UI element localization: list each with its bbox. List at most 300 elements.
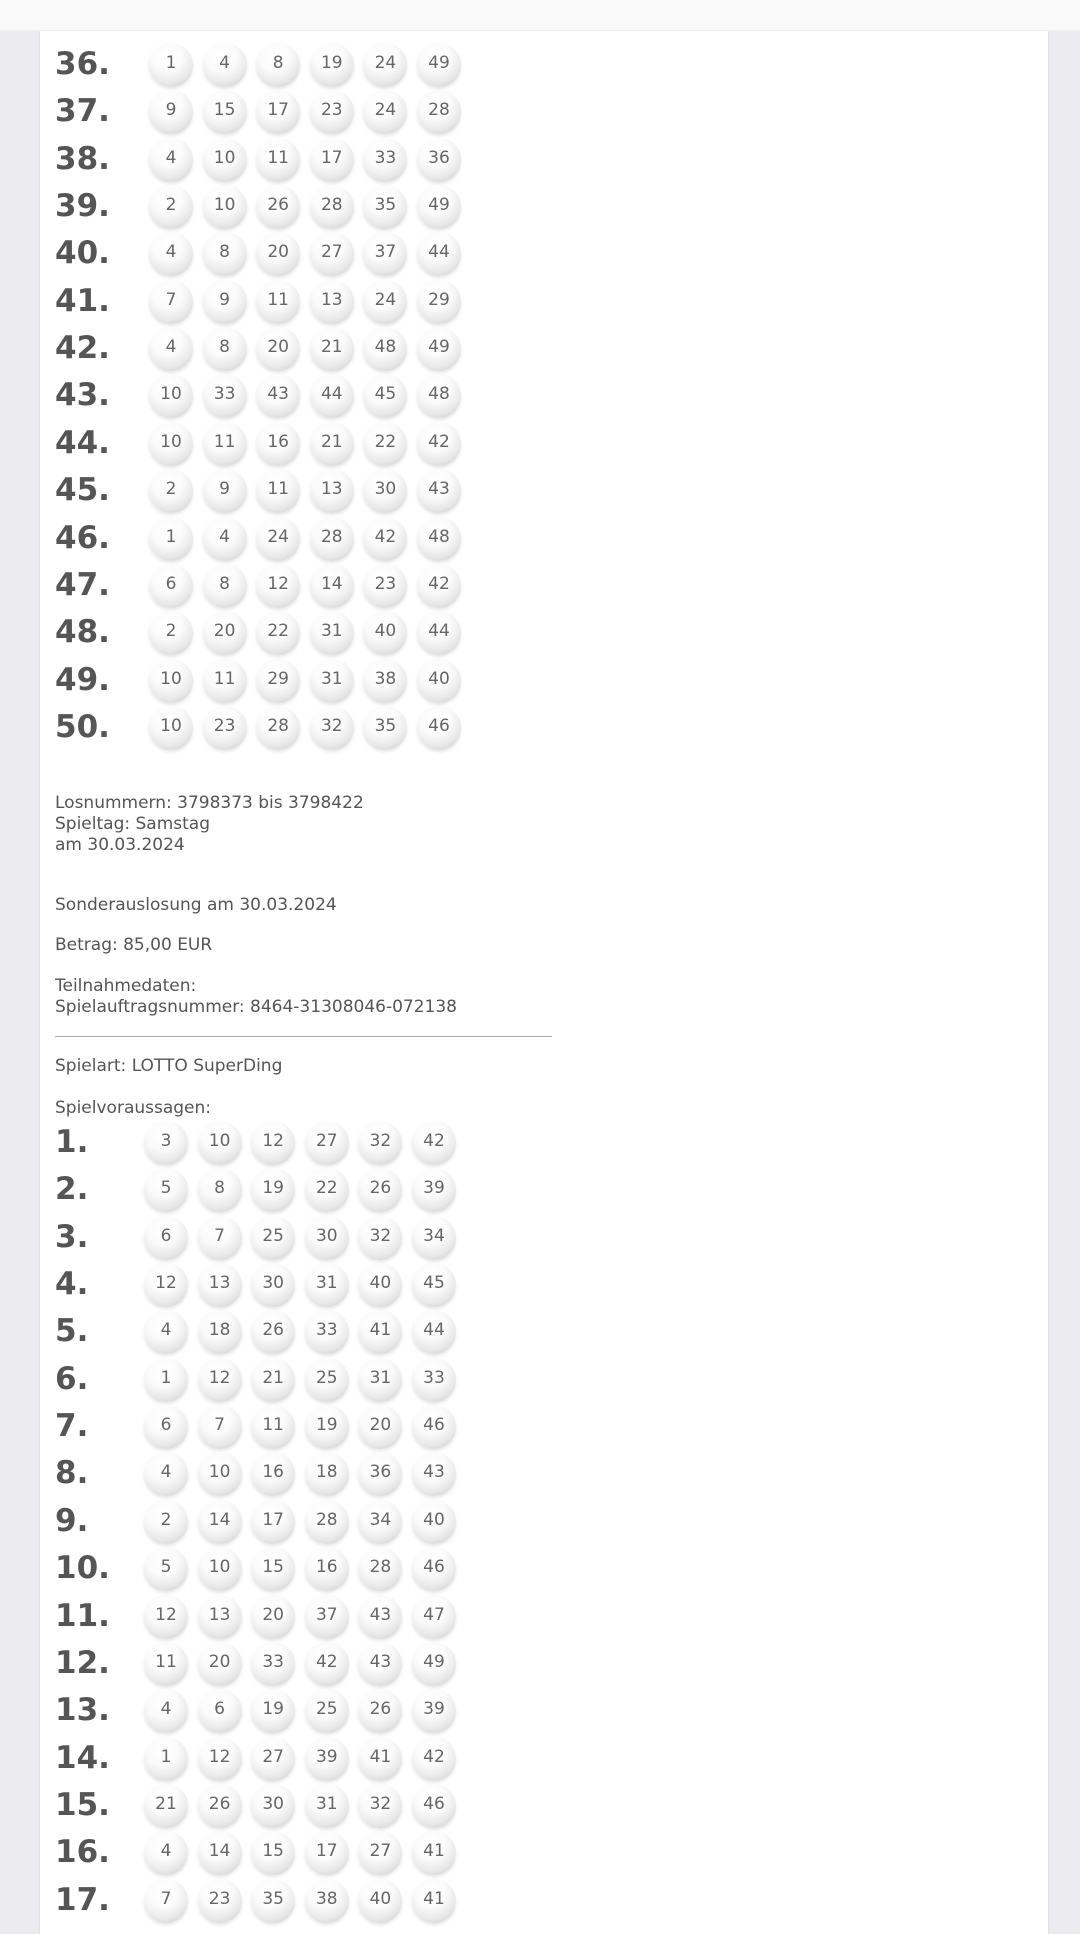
lotto-ball — [310, 90, 354, 134]
lotto-ball — [149, 564, 193, 608]
lotto-ball-number: 4 — [219, 526, 230, 547]
lotto-ball — [310, 706, 354, 750]
lotto-ball-number: 14 — [208, 1509, 231, 1530]
tip-row — [55, 561, 495, 608]
lotto-ball-number: 13 — [320, 479, 343, 500]
lotto-ball-number: 21 — [155, 1793, 177, 1814]
lotto-ball — [358, 1121, 402, 1165]
lotto-ball — [305, 1547, 349, 1591]
lotto-ball-number: 28 — [428, 100, 450, 121]
lotto-ball — [358, 1595, 402, 1639]
lotto-ball — [251, 1642, 295, 1686]
lotto-ball — [358, 1879, 402, 1923]
tip-row-number: 11. — [55, 1597, 110, 1634]
lotto-ball-number: 2 — [160, 1509, 172, 1530]
lotto-ball — [198, 1784, 242, 1828]
tip-row — [55, 1213, 495, 1260]
lotto-ball — [198, 1595, 242, 1639]
tip-row — [55, 1260, 495, 1307]
lotto-ball-number: 19 — [262, 1699, 284, 1720]
tip-row-number: 36. — [55, 46, 110, 82]
lotto-ball-number: 16 — [262, 1462, 284, 1483]
lotto-ball — [198, 1121, 242, 1165]
lotto-ball — [256, 138, 300, 182]
lotto-ball — [363, 469, 407, 513]
lotto-ball-number: 6 — [214, 1699, 225, 1720]
lotto-ball — [144, 1547, 188, 1591]
lotto-ball-number: 28 — [320, 195, 343, 216]
lotto-ball-number: 11 — [213, 431, 236, 452]
tip-row-number: 13. — [55, 1692, 110, 1729]
lotto-ball-number: 41 — [423, 1841, 445, 1862]
lotto-ball-number: 32 — [320, 715, 343, 736]
lotto-ball — [144, 1784, 188, 1828]
lotto-ball-number: 45 — [423, 1273, 445, 1294]
tip-row — [55, 1402, 495, 1449]
lotto-ball-number: 10 — [208, 1557, 231, 1578]
lotto-ball-number: 44 — [423, 1320, 445, 1341]
lotto-ball-number: 26 — [369, 1699, 392, 1720]
tip-row — [55, 419, 495, 466]
lotto-ball — [363, 422, 407, 466]
lotto-ball — [310, 138, 354, 182]
lotto-ball — [144, 1500, 188, 1544]
lotto-ball — [305, 1310, 349, 1354]
lotto-ball — [149, 280, 193, 324]
tip-row-number: 14. — [55, 1739, 110, 1776]
section-divider — [55, 1036, 552, 1037]
tip-row-number: 17. — [55, 1881, 110, 1918]
lotto-ball-number: 9 — [219, 479, 230, 500]
lotto-ball — [144, 1689, 188, 1733]
lotto-ball-number: 26 — [208, 1793, 231, 1814]
lotto-ball — [358, 1216, 402, 1260]
lotto-ball — [256, 280, 300, 324]
lotto-ball — [251, 1358, 295, 1402]
lotto-ball — [305, 1737, 349, 1781]
lotto-ball-number: 39 — [423, 1699, 445, 1720]
lotto-ball-number: 43 — [428, 479, 450, 500]
lotto-ball-number: 48 — [428, 526, 450, 547]
lotto-ball-number: 24 — [374, 100, 397, 121]
lotto-ball — [358, 1263, 402, 1307]
tip-row — [55, 1118, 495, 1165]
lotto-ball — [144, 1595, 188, 1639]
lotto-ball-number: 18 — [315, 1462, 338, 1483]
lotto-ball — [305, 1263, 349, 1307]
tip-row-number: 49. — [55, 661, 110, 698]
lotto-ball — [412, 1547, 456, 1591]
lotto-ball — [256, 706, 300, 750]
lotto-ball-number: 49 — [428, 53, 450, 73]
lotto-ball — [144, 1737, 188, 1781]
lotto-ball — [412, 1216, 456, 1260]
lotto-ball — [198, 1263, 242, 1307]
lotto-ball — [412, 1405, 456, 1449]
tip-row-number: 9. — [55, 1502, 89, 1539]
tip-row-number: 44. — [55, 424, 110, 461]
lotto-ball — [203, 138, 247, 182]
lotto-ball — [417, 90, 461, 134]
lotto-ball-number: 7 — [214, 1415, 225, 1436]
lotto-ball — [144, 1831, 188, 1875]
lotto-ball-number: 31 — [320, 621, 343, 642]
lotto-ball-number: 7 — [160, 1888, 172, 1909]
lotto-ball-number: 2 — [165, 479, 177, 500]
lotto-ball-number: 33 — [315, 1320, 338, 1341]
lotto-ball-number: 28 — [369, 1557, 392, 1578]
lotto-ball-number: 23 — [320, 100, 343, 121]
lotto-ball — [256, 185, 300, 229]
lotto-ball-number: 4 — [165, 147, 177, 168]
tip-row-number: 42. — [55, 330, 110, 367]
lotto-ball-number: 42 — [428, 573, 450, 594]
lotto-ball — [256, 517, 300, 561]
lotto-ball-number: 16 — [315, 1557, 338, 1578]
lotto-ball — [144, 1121, 188, 1165]
lotto-ball — [198, 1310, 242, 1354]
lotto-ball-number: 41 — [369, 1746, 392, 1767]
lotto-ball-number: 27 — [262, 1746, 284, 1767]
lotto-ball — [144, 1405, 188, 1449]
lotto-ball-number: 49 — [423, 1651, 445, 1672]
lotto-ball — [310, 517, 354, 561]
lotto-ball — [358, 1452, 402, 1496]
tip-row-number: 16. — [55, 1834, 110, 1871]
tip-row-number: 12. — [55, 1644, 110, 1681]
lotto-ball-number: 23 — [208, 1888, 231, 1909]
lotto-ball — [412, 1642, 456, 1686]
lotto-ball — [358, 1168, 402, 1212]
lotto-ball — [144, 1216, 188, 1260]
lotto-ball-number: 42 — [423, 1131, 445, 1151]
lotto-ball — [251, 1168, 295, 1212]
tip-row-number: 15. — [55, 1786, 110, 1823]
lotto-ball-number: 35 — [374, 195, 397, 216]
lotto-ball-number: 17 — [262, 1509, 284, 1530]
lotto-ball — [417, 611, 461, 655]
lotto-ball-number: 21 — [262, 1367, 284, 1388]
lotto-ball-number: 20 — [213, 621, 236, 642]
lotto-ball — [358, 1547, 402, 1591]
lotto-ball-number: 31 — [315, 1273, 338, 1294]
tip-row — [55, 1781, 495, 1828]
lotto-ball-number: 10 — [213, 147, 236, 168]
lotto-ball — [358, 1831, 402, 1875]
lotto-ball — [412, 1737, 456, 1781]
lotto-ball-number: 43 — [369, 1604, 392, 1625]
lotto-ball — [149, 138, 193, 182]
lotto-ball-number: 24 — [374, 289, 397, 310]
lotto-ball — [149, 327, 193, 371]
lotto-ball-number: 1 — [165, 53, 177, 73]
lotto-ball — [198, 1689, 242, 1733]
tip-row — [55, 466, 495, 513]
lotto-ball-number: 17 — [320, 147, 343, 168]
lotto-ball-number: 10 — [213, 195, 236, 216]
lotto-ball-number: 32 — [369, 1131, 392, 1151]
lotto-ball — [203, 611, 247, 655]
lotto-ball — [203, 374, 247, 418]
lotto-ball — [305, 1168, 349, 1212]
lotto-ball — [144, 1168, 188, 1212]
lotto-ball-number: 34 — [423, 1225, 445, 1246]
lotto-ball-number: 6 — [165, 573, 177, 594]
lotto-ball-number: 8 — [219, 573, 230, 594]
lotto-ball — [149, 232, 193, 276]
lotto-ball-number: 36 — [428, 147, 450, 168]
lotto-ball — [417, 43, 461, 87]
lotto-ball — [358, 1784, 402, 1828]
lotto-ball-number: 33 — [213, 384, 236, 405]
lotto-ball-number: 20 — [267, 337, 289, 358]
lotto-ball — [251, 1879, 295, 1923]
tip-row-number: 47. — [55, 566, 110, 603]
tip-row — [55, 1307, 495, 1354]
lotto-ball — [144, 1879, 188, 1923]
lotto-ball — [358, 1642, 402, 1686]
lotto-ball — [256, 659, 300, 703]
lotto-ball — [198, 1216, 242, 1260]
lotto-ball-number: 4 — [219, 53, 230, 73]
lotto-ball-number: 34 — [369, 1509, 392, 1530]
lotto-ball-number: 17 — [267, 100, 289, 121]
lotto-ball — [310, 232, 354, 276]
lotto-ball-number: 26 — [369, 1178, 392, 1199]
lotto-ball-number: 44 — [428, 621, 450, 642]
lotto-ball-number: 12 — [208, 1746, 231, 1767]
tip-row-number: 10. — [55, 1550, 110, 1587]
tip-row — [55, 1876, 495, 1923]
lotto-ball — [198, 1358, 242, 1402]
lotto-ball-number: 20 — [262, 1604, 284, 1625]
lotto-ball-number: 47 — [423, 1604, 445, 1625]
tip-row — [55, 656, 495, 703]
lotto-ball — [256, 43, 300, 87]
lotto-ball-number: 13 — [208, 1273, 231, 1294]
lotto-ball-number: 8 — [272, 53, 284, 73]
lotto-ball — [363, 517, 407, 561]
lotto-ball — [305, 1784, 349, 1828]
lotto-ball-number: 11 — [267, 289, 289, 310]
tip-row-number: 39. — [55, 188, 110, 225]
lotto-ball — [417, 138, 461, 182]
lotto-ball-number: 26 — [267, 195, 289, 216]
tip-row — [55, 371, 495, 418]
lotto-ball — [412, 1452, 456, 1496]
lotto-ball-number: 2 — [165, 195, 177, 216]
lotto-ball — [412, 1310, 456, 1354]
lotto-ball-number: 31 — [315, 1793, 338, 1814]
lotto-ball-number: 2 — [165, 621, 177, 642]
lotto-ball-number: 27 — [320, 242, 343, 263]
lotto-ball — [251, 1689, 295, 1733]
lotto-ball — [251, 1263, 295, 1307]
lotto-ball — [251, 1121, 295, 1165]
lotto-ball — [198, 1452, 242, 1496]
lotto-ball — [203, 43, 247, 87]
lotto-ball-number: 23 — [213, 715, 236, 736]
lotto-ball-number: 37 — [315, 1604, 338, 1625]
tip-row — [55, 229, 495, 276]
lotto-ball — [363, 374, 407, 418]
tip-row-number: 1. — [55, 1124, 89, 1160]
lotto-ball — [417, 469, 461, 513]
lotto-ball — [198, 1405, 242, 1449]
lotto-ball — [305, 1452, 349, 1496]
lotto-ball-number: 8 — [214, 1178, 225, 1199]
lotto-ball-number: 5 — [160, 1557, 172, 1578]
lotto-ball — [358, 1500, 402, 1544]
lotto-ball-number: 10 — [160, 384, 182, 405]
lotto-ball-number: 35 — [262, 1888, 284, 1909]
lotto-ball — [358, 1358, 402, 1402]
lotto-ball-number: 38 — [315, 1888, 338, 1909]
tip-row — [55, 1544, 495, 1591]
lotto-ball — [149, 374, 193, 418]
lotto-ball — [203, 327, 247, 371]
lotto-ball-number: 10 — [160, 715, 182, 736]
lotto-ball — [198, 1642, 242, 1686]
lotto-ball — [144, 1310, 188, 1354]
lotto-ball-number: 46 — [423, 1793, 445, 1814]
lotto-ball-number: 13 — [320, 289, 343, 310]
lotto-ball — [363, 138, 407, 182]
lotto-ball — [305, 1879, 349, 1923]
lotto-ball-number: 39 — [315, 1746, 338, 1767]
lotto-ball — [417, 659, 461, 703]
lotto-ball-number: 42 — [315, 1651, 338, 1672]
lotto-ball — [144, 1263, 188, 1307]
tip-row-number: 37. — [55, 93, 110, 130]
tip-row-number: 38. — [55, 140, 110, 177]
lotto-ball — [256, 469, 300, 513]
lotto-ball — [251, 1831, 295, 1875]
lotto-ball-number: 24 — [267, 526, 289, 547]
lotto-ball — [144, 1358, 188, 1402]
lotto-ball-number: 7 — [165, 289, 177, 310]
lotto-ball — [417, 232, 461, 276]
lotto-ball — [149, 659, 193, 703]
lotto-ball-number: 20 — [267, 242, 289, 263]
lotto-ball-number: 25 — [315, 1699, 338, 1720]
lotto-ball — [412, 1263, 456, 1307]
lotto-ball — [310, 280, 354, 324]
lotto-ball-number: 42 — [374, 526, 397, 547]
lotto-ball-number: 4 — [160, 1699, 172, 1720]
tip-row-number: 4. — [55, 1266, 89, 1303]
tip-row — [55, 87, 495, 134]
lotto-ball — [149, 517, 193, 561]
lotto-ball — [417, 517, 461, 561]
lotto-ball-number: 31 — [369, 1367, 392, 1388]
lotto-ball-number: 46 — [423, 1557, 445, 1578]
losnummern-text: Losnummern: 3798373 bis 3798422 — [55, 793, 364, 813]
lotto-ball — [412, 1689, 456, 1733]
lotto-ball-number: 33 — [374, 147, 397, 168]
lotto-ball — [417, 374, 461, 418]
lotto-ball-number: 23 — [374, 573, 397, 594]
lotto-ball-number: 28 — [320, 526, 343, 547]
tip-row-number: 5. — [55, 1313, 89, 1350]
lotto-ball-number: 31 — [320, 668, 343, 689]
lotto-ball-number: 42 — [423, 1746, 445, 1767]
lotto-ball — [203, 564, 247, 608]
lotto-ball — [363, 706, 407, 750]
tip-row-number: 2. — [55, 1171, 89, 1208]
betrag-text: Betrag: 85,00 EUR — [55, 935, 213, 955]
lotto-ball-number: 27 — [315, 1131, 338, 1151]
lotto-ball-number: 46 — [428, 715, 450, 736]
lotto-ball — [251, 1547, 295, 1591]
lotto-ball-number: 17 — [315, 1841, 338, 1862]
lotto-ball — [305, 1642, 349, 1686]
tip-row-number: 6. — [55, 1360, 89, 1397]
lotto-ball-number: 18 — [208, 1320, 231, 1341]
lotto-ball — [203, 185, 247, 229]
spieltag-text: Spieltag: Samstag — [55, 814, 210, 834]
lotto-ball-number: 37 — [374, 242, 397, 263]
lotto-ball-number: 12 — [208, 1367, 231, 1388]
lotto-ball-number: 43 — [423, 1462, 445, 1483]
lotto-ball — [256, 232, 300, 276]
lotto-ball-number: 10 — [208, 1131, 231, 1151]
lotto-ball-number: 16 — [267, 431, 289, 452]
lotto-ball-number: 12 — [262, 1131, 284, 1151]
lotto-ball-number: 41 — [423, 1888, 445, 1909]
lotto-ball-number: 41 — [369, 1320, 392, 1341]
tip-row-number: 46. — [55, 519, 110, 556]
lotto-ball — [417, 564, 461, 608]
lotto-ball — [363, 611, 407, 655]
lotto-ball-number: 33 — [423, 1367, 445, 1388]
lotto-ball-number: 14 — [320, 573, 343, 594]
lotto-ball-number: 10 — [160, 431, 182, 452]
lotto-ball-number: 6 — [160, 1225, 172, 1246]
lotto-ball — [203, 659, 247, 703]
lotto-ball-number: 28 — [315, 1509, 338, 1530]
lotto-ball — [203, 422, 247, 466]
lotto-ball-number: 12 — [155, 1604, 177, 1625]
lotto-ball — [251, 1405, 295, 1449]
lotto-ball — [305, 1358, 349, 1402]
lotto-ball — [310, 564, 354, 608]
lotto-ball-number: 29 — [428, 289, 450, 310]
tip-row-number: 45. — [55, 472, 110, 509]
lotto-ball — [363, 327, 407, 371]
lotto-ball-number: 14 — [208, 1841, 231, 1862]
lotto-ball — [144, 1452, 188, 1496]
lotto-ball — [305, 1595, 349, 1639]
lotto-ball-number: 1 — [160, 1746, 172, 1767]
lotto-ball-number: 30 — [374, 479, 397, 500]
lotto-ball — [251, 1595, 295, 1639]
lotto-ball-number: 46 — [423, 1415, 445, 1436]
lotto-ball — [251, 1784, 295, 1828]
lotto-ball-number: 7 — [214, 1225, 225, 1246]
lotto-ball-number: 33 — [262, 1651, 284, 1672]
lotto-ball-number: 1 — [165, 526, 177, 547]
lotto-ball-number: 40 — [369, 1273, 392, 1294]
lotto-ball-number: 40 — [428, 668, 450, 689]
lotto-ball — [149, 90, 193, 134]
lotto-ball — [203, 232, 247, 276]
tip-row-number: 40. — [55, 235, 110, 272]
lotto-ball-number: 20 — [208, 1651, 231, 1672]
lotto-ball — [417, 185, 461, 229]
lotto-ball — [412, 1595, 456, 1639]
lotto-ball-number: 11 — [155, 1651, 177, 1672]
